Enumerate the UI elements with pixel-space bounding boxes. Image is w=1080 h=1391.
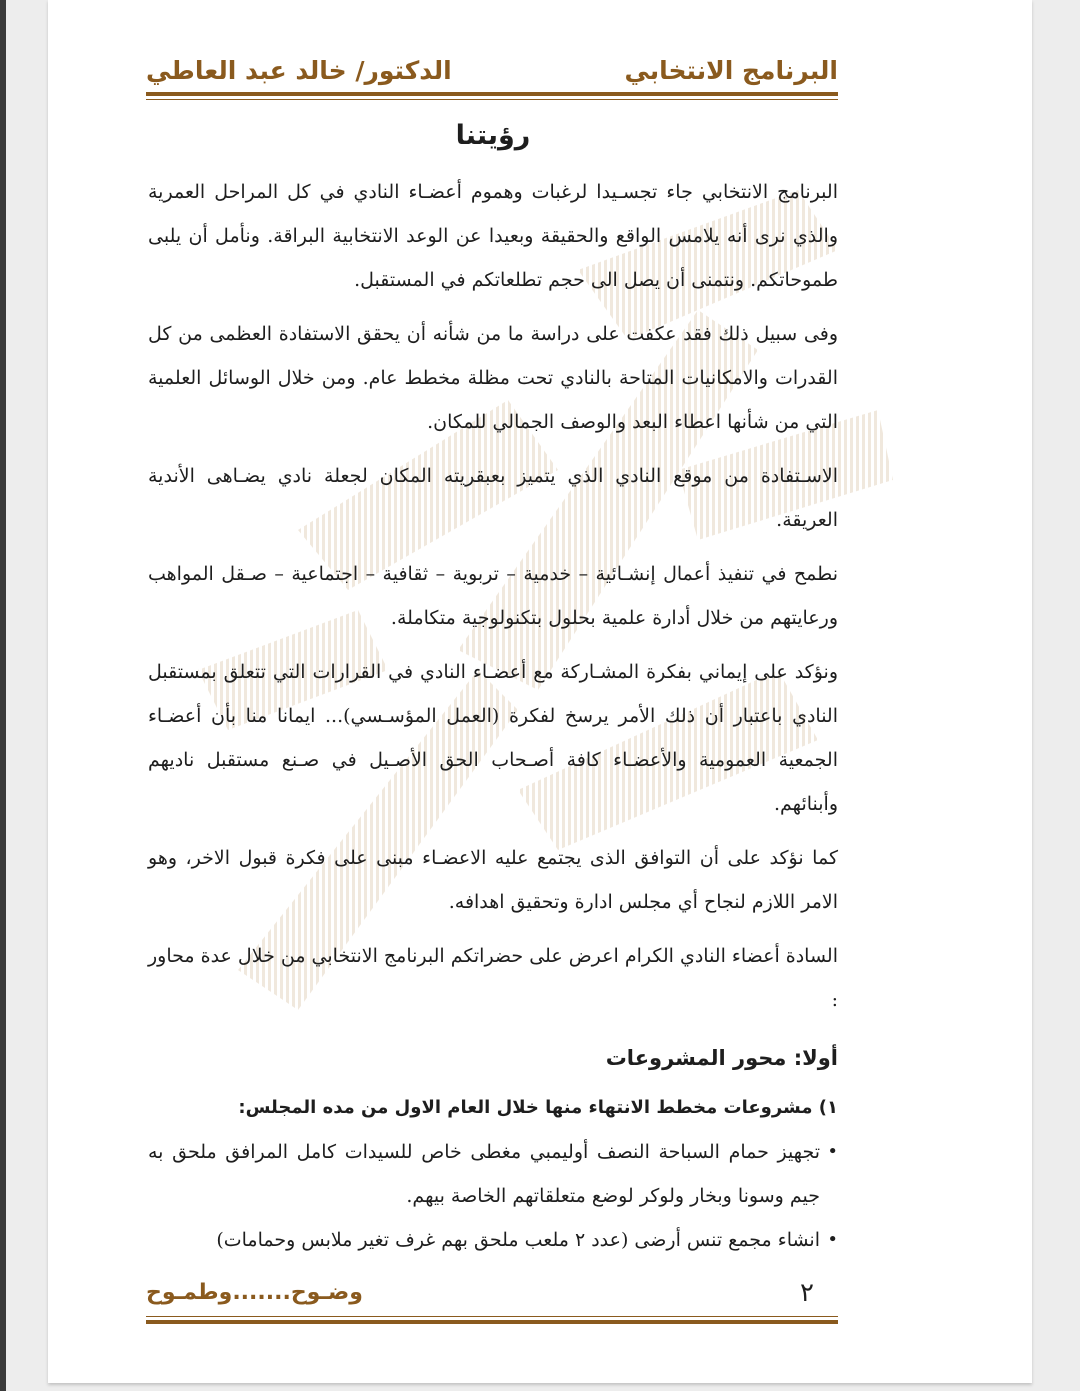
projects-subsection-title: ١) مشروعات مخطط الانتهاء منها خلال العام الاول من مده المجلس: — [238, 1097, 838, 1118]
paragraph: السادة أعضاء النادي الكرام اعرض على حضراتكم البرنامج الانتخابي من خلال عدة محاور : — [148, 945, 838, 1011]
list-item-text: انشاء مجمع تنس أرضى (عدد ٢ ملعب ملحق بهم غرف تغير ملابس وحمامات) — [216, 1229, 820, 1251]
footer-rule-thick — [146, 1320, 838, 1324]
paragraph: وفى سبيل ذلك فقد عكفت على دراسة ما من شأنه أن يحقق الاستفادة العظمى من كل القدرات والامكانيات المتاحة بالنادي تحت مظلة مخطط عام. ومن خلال الوسائل العلمية التي من شأنها اعطاء البعد والوصف الجمالي للمكان. — [148, 323, 838, 433]
projects-list — [148, 1130, 838, 1262]
projects-section-title: أولا: محور المشروعات — [605, 1046, 838, 1070]
window-left-edge — [0, 0, 6, 1391]
page-number: ٢ — [800, 1278, 814, 1308]
paragraph: ونؤكد على إيماني بفكرة المشـاركة مع أعضـاء النادي في القرارات التي تتعلق بمستقبل النادي باعتبار أن ذلك الأمر يرسخ لفكرة (العمل المؤسـسي)... ايمانا منا بأن أعضـاء الجمعية العمومية والأعضـاء كافة أصـحاب الحق الأصـيل في صـنع مستقبل ناديهم وأبنائهم. — [148, 661, 838, 815]
author-name: الدكتور/ خالد عبد العاطي — [146, 56, 452, 85]
footer-rule-thin — [146, 1316, 838, 1317]
paragraph: نطمح في تنفيذ أعمال إنشـائية – خدمية – تربوية – ثقافية – اجتماعية – صـقل المواهب ورعايتهم من خلال أدارة علمية بحلول بتكنولوجية متكاملة. — [148, 563, 838, 629]
bullet-icon: • — [827, 1229, 838, 1250]
page-header — [146, 52, 838, 96]
header-rule-thin — [146, 99, 838, 100]
paragraph: الاسـتفادة من موقع النادي الذي يتميز بعبقريته المكان لجعلة نادي يضـاهى الأندية العريقة. — [148, 465, 838, 531]
program-title: البرنامج الانتخابي — [624, 56, 838, 85]
list-item — [148, 1130, 838, 1218]
paragraph: البرنامج الانتخابي جاء تجسـيدا لرغبات وهموم أعضـاء النادي في كل المراحل العمرية والذي نرى أنه يلامس الواقع والحقيقة وبعيدا عن الوعد الانتخابية البراقة. ونأمل أن يلبى طموحاتكم. ونتمنى أن يصل الى حجم تطلعاتكم في المستقبل. — [148, 181, 838, 291]
section-heading: رؤيتنا — [455, 120, 531, 151]
header-rule-thick — [146, 92, 838, 96]
document-body — [148, 116, 838, 1262]
paragraph: كما نؤكد على أن التوافق الذى يجتمع عليه الاعضـاء مبنى على فكرة قبول الاخر، وهو الامر اللازم لنجاح أي مجلس ادارة وتحقيق اهدافه. — [148, 847, 838, 913]
list-item-text: تجهيز حمام السباحة النصف أوليمبي مغطى خاص للسيدات كامل المرافق ملحق به جيم وسونا وبخار ولوكر لوضع متعلقاتهم الخاصة بيهم. — [148, 1141, 820, 1207]
page-footer — [146, 1278, 838, 1314]
list-item — [148, 1218, 838, 1262]
bullet-icon: • — [827, 1141, 838, 1162]
footer-slogan: وضـوح.......وطمـوح — [146, 1280, 363, 1305]
